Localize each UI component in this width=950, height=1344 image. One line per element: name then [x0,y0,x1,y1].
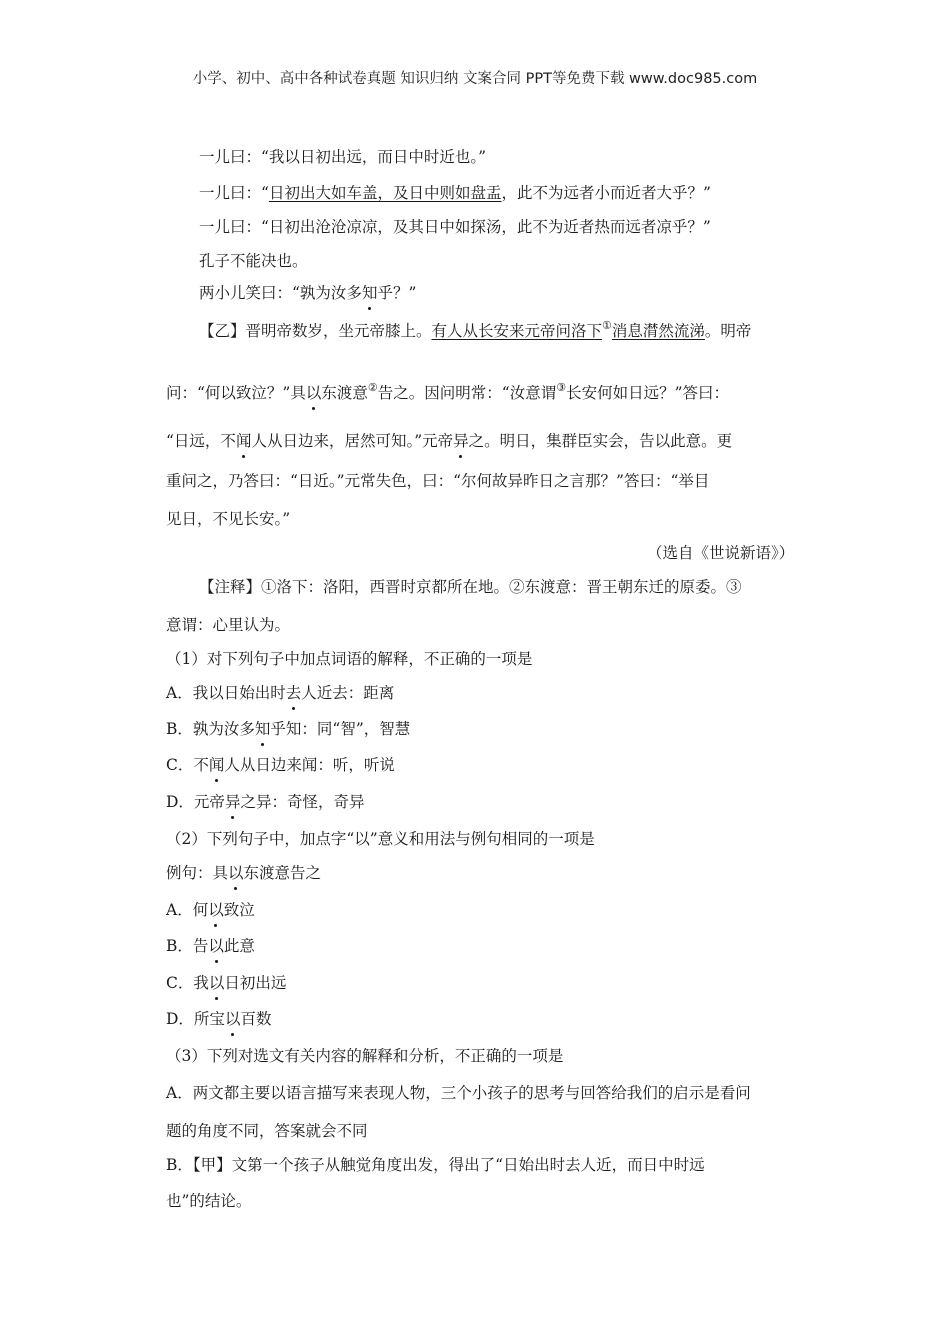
dotted-char: 去 [285,684,302,702]
jia-line-3: 一儿曰：“日初出沧沧凉凉，及其日中如探汤，此不为近者热而远者凉乎？” [199,218,711,236]
source-citation: （选自《世说新语》） [647,544,795,562]
yi-line-5: 见日，不见长安。” [166,510,291,528]
jia-line-5: 两小儿笑曰：“孰为汝多知乎？” [199,284,417,302]
jia-line-1: 一儿曰：“我以日初出远，而日中时近也。” [199,148,487,166]
q3-option-a-line-1: A．两文都主要以语言描写来表现人物，三个小孩子的思考与回答给我们的启示是看问 [166,1084,751,1102]
yi-line-3: “日远，不闻人从日边来，居然可知。”元帝异之。明日，集群臣实会，告以此意。更 [166,432,733,450]
dotted-char: 知 [254,720,271,738]
yi-line-4: 重问之，乃答曰：“日近。”元常失色，曰：“尔何故异昨日之言那？”答曰：“举目 [166,472,710,490]
jia-line-4: 孔子不能决也。 [199,252,308,270]
q2-option-a: A．何以致泣 [166,901,255,919]
yi-line-1: 【乙】晋明帝数岁，坐元帝膝上。有人从长安来元帝问洛下①消息潸然流涕。明帝 [199,319,752,340]
note-marker: ① [602,319,612,332]
note-marker: ② [367,381,378,394]
q2-example: 例句：具以东渡意告之 [166,864,322,882]
note-marker: ③ [556,381,567,394]
dotted-char: 知 [361,284,378,302]
dotted-char: 异 [224,793,241,811]
dotted-char: 以 [208,974,225,992]
yi-line-2: 问：“何以致泣？”具以东渡意②告之。因问明常：“汝意谓③长安何如日远？”答曰： [166,381,730,402]
q3-option-b-line-1: B．【甲】文第一个孩子从触觉角度出发，得出了“日始出时去人近，而日中时远 [166,1156,705,1174]
jia-line-2: 一儿曰：“日初出大如车盖，及日中则如盘盂，此不为远者小而近者大乎？” [199,184,711,202]
page-header: 小学、初中、高中各种试卷真题 知识归纳 文案合同 PPT等免费下载 www.doc985.com [192,71,758,87]
underlined-phrase: 有人从长安来元帝问洛下 [431,322,603,340]
underlined-phrase: 消息潸然流涕 [611,322,705,340]
q2-option-c: C．我以日初出远 [166,974,287,992]
q2-stem: （2）下列句子中，加点字“以”意义和用法与例句相同的一项是 [166,830,595,848]
dotted-char: 以 [208,937,224,955]
dotted-char: 以 [305,384,322,402]
q3-option-a-line-2: 题的角度不同，答案就会不同 [166,1122,368,1140]
q1-option-d: D．元帝异之异：奇怪，奇异 [166,793,365,811]
q3-stem: （3）下列对选文有关内容的解释和分析，不正确的一项是 [166,1047,564,1065]
dotted-char: 闻 [235,432,252,450]
dotted-char: 以 [228,864,244,882]
notes-line-1: 【注释】①洛下：洛阳，西晋时京都所在地。②东渡意：晋王朝东迁的原委。③ [199,578,742,596]
q1-option-c: C．不闻人从日边来闻：听，听说 [166,756,395,774]
notes-line-2: 意谓：心里认为。 [166,616,291,634]
dotted-char: 异 [453,432,469,450]
dotted-char: 闻 [208,756,225,774]
underlined-phrase: 日初出大如车盖，及日中则如盘盂 [268,184,502,202]
dotted-char: 以 [208,901,224,919]
dotted-char: 以 [224,1010,241,1028]
q3-option-b-line-2: 也”的结论。 [166,1192,252,1210]
q1-option-a: A．我以日始出时去人近去：距离 [166,684,395,702]
q2-option-d: D．所宝以百数 [166,1010,272,1028]
q1-option-b: B．孰为汝多知乎知：同“智”，智慧 [166,720,411,738]
q2-option-b: B．告以此意 [166,937,255,955]
q1-stem: （1）对下列句子中加点词语的解释，不正确的一项是 [166,650,533,668]
